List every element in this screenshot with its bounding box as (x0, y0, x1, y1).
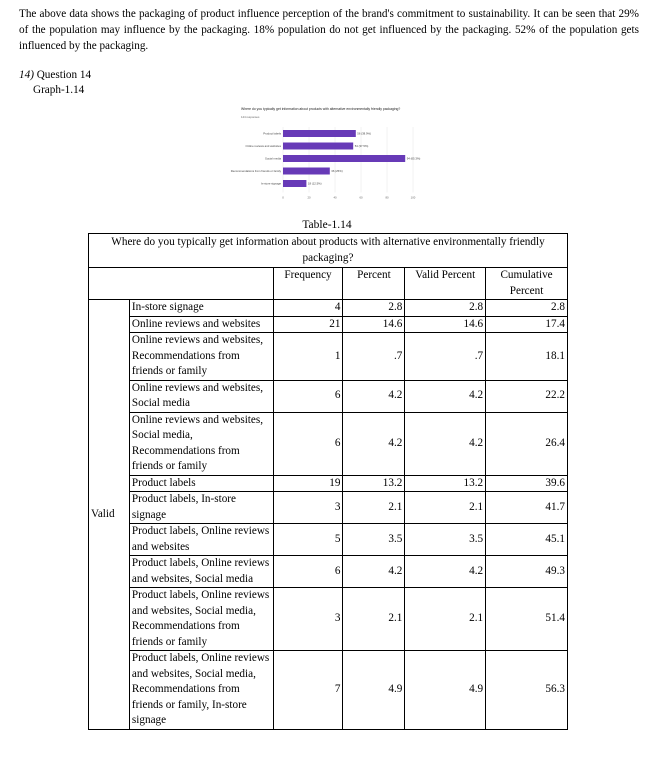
cell-valid-percent: 2.1 (405, 492, 486, 524)
table-caption: Table-1.14 (302, 219, 352, 231)
cell-valid-percent: 2.8 (405, 300, 486, 317)
x-tick-label: 60 (359, 195, 363, 200)
row-label: Product labels, Online reviews and websites, Social media, Recommendations from friends or family, In-store signage (129, 651, 273, 730)
y-category-label: Online reviews and websites (245, 144, 281, 148)
x-tick-label: 0 (282, 195, 284, 200)
row-label: Online reviews and websites, Social media (129, 380, 273, 412)
table-row (89, 380, 568, 412)
table-row (89, 651, 568, 730)
x-tick-label: 100 (410, 195, 416, 200)
row-label: Online reviews and websites (129, 316, 273, 333)
bar (283, 168, 330, 175)
cell-cumulative-percent: 41.7 (486, 492, 568, 524)
question-number: 14) (19, 69, 34, 81)
frequency-table (88, 233, 568, 730)
bar-value-label: 18 (12.5%) (307, 181, 322, 186)
cell-percent: 2.1 (343, 492, 405, 524)
row-label: Product labels (129, 475, 273, 492)
cell-valid-percent: 2.1 (405, 588, 486, 651)
cell-percent: 4.2 (343, 412, 405, 475)
chart-title: Where do you typically get information about products with alternative environmentally friendly packaging? (241, 107, 401, 111)
cell-percent: 3.5 (343, 524, 405, 556)
cell-cumulative-percent: 49.3 (486, 556, 568, 588)
table-row (89, 492, 568, 524)
cell-cumulative-percent: 45.1 (486, 524, 568, 556)
row-label: Online reviews and websites, Social media, Recommendations from friends or family (129, 412, 273, 475)
table-title-row (89, 234, 568, 268)
cell-frequency: 21 (273, 316, 343, 333)
header-frequency: Frequency (273, 268, 343, 300)
cell-valid-percent: 4.2 (405, 412, 486, 475)
cell-cumulative-percent: 17.4 (486, 316, 568, 333)
x-tick-label: 80 (385, 195, 389, 200)
cell-percent: .7 (343, 333, 405, 381)
cell-valid-percent: 4.2 (405, 380, 486, 412)
cell-cumulative-percent: 18.1 (486, 333, 568, 381)
table-row (89, 316, 568, 333)
chart-subtitle: 144 responses (241, 115, 260, 119)
bar (283, 155, 405, 162)
row-label: Product labels, In-store signage (129, 492, 273, 524)
cell-valid-percent: 14.6 (405, 316, 486, 333)
graph-label: Graph-1.14 (33, 84, 85, 96)
cell-frequency: 6 (273, 556, 343, 588)
table-row (89, 524, 568, 556)
y-category-label: Product labels (263, 131, 281, 136)
bar (283, 130, 356, 137)
question-heading (19, 68, 91, 82)
cell-valid-percent: 4.2 (405, 556, 486, 588)
cell-frequency: 3 (273, 588, 343, 651)
header-valid-percent: Valid Percent (405, 268, 486, 300)
cell-percent: 13.2 (343, 475, 405, 492)
bar-value-label: 94 (65.3%) (406, 156, 421, 161)
bar-value-label: 54 (37.5%) (354, 144, 369, 148)
table-row (89, 475, 568, 492)
group-label-valid: Valid (89, 300, 130, 730)
cell-frequency: 6 (273, 412, 343, 475)
cell-frequency: 3 (273, 492, 343, 524)
cell-valid-percent: 3.5 (405, 524, 486, 556)
cell-valid-percent: 4.9 (405, 651, 486, 730)
row-label: Product labels, Online reviews and websites, Social media, Recommendations from friends or family (129, 588, 273, 651)
cell-valid-percent: .7 (405, 333, 486, 381)
row-label: Online reviews and websites, Recommendations from friends or family (129, 333, 273, 381)
cell-frequency: 7 (273, 651, 343, 730)
bar (283, 180, 306, 187)
chart-plot (231, 127, 421, 200)
header-cumulative-percent: Cumulative Percent (486, 268, 568, 300)
cell-cumulative-percent: 51.4 (486, 588, 568, 651)
y-category-label: In-store signage (260, 181, 281, 186)
cell-percent: 2.1 (343, 588, 405, 651)
cell-percent: 2.8 (343, 300, 405, 317)
cell-cumulative-percent: 39.6 (486, 475, 568, 492)
cell-percent: 14.6 (343, 316, 405, 333)
cell-cumulative-percent: 56.3 (486, 651, 568, 730)
table-row (89, 588, 568, 651)
cell-frequency: 1 (273, 333, 343, 381)
table-row (89, 556, 568, 588)
bar (283, 143, 353, 150)
cell-cumulative-percent: 2.8 (486, 300, 568, 317)
cell-percent: 4.2 (343, 556, 405, 588)
table-header-row (89, 268, 568, 300)
cell-percent: 4.9 (343, 651, 405, 730)
cell-frequency: 4 (273, 300, 343, 317)
cell-frequency: 5 (273, 524, 343, 556)
table-row (89, 412, 568, 475)
bar-value-label: 36 (25%) (331, 169, 343, 173)
y-category-label: Recommendations from friends or family (230, 169, 281, 173)
row-label: Product labels, Online reviews and websites (129, 524, 273, 556)
cell-percent: 4.2 (343, 380, 405, 412)
row-label: Product labels, Online reviews and websites, Social media (129, 556, 273, 588)
header-percent: Percent (343, 268, 405, 300)
bar-chart (228, 104, 428, 200)
cell-valid-percent: 13.2 (405, 475, 486, 492)
table-row (89, 333, 568, 381)
cell-cumulative-percent: 26.4 (486, 412, 568, 475)
cell-cumulative-percent: 22.2 (486, 380, 568, 412)
table-row (89, 300, 568, 317)
header-blank (89, 268, 274, 300)
x-tick-label: 40 (333, 195, 337, 200)
cell-frequency: 6 (273, 380, 343, 412)
bar-value-label: 56 (38.9%) (357, 131, 371, 136)
x-tick-label: 20 (307, 195, 311, 200)
bar-chart-svg (228, 104, 428, 200)
body-paragraph: The above data shows the packaging of product influence perception of the brand's commitment to sustainability. It can be seen that 29% of the population may influence by the packaging. 18% population do not get influenced by the packaging. 52% of the population gets influenced by the packaging. (19, 8, 639, 52)
cell-frequency: 19 (273, 475, 343, 492)
y-category-label: Social media (264, 156, 281, 161)
question-text: Question 14 (36, 69, 92, 81)
table-title: Where do you typically get information about products with alternative environmentally friendly packaging? (89, 234, 568, 268)
row-label: In-store signage (129, 300, 273, 317)
